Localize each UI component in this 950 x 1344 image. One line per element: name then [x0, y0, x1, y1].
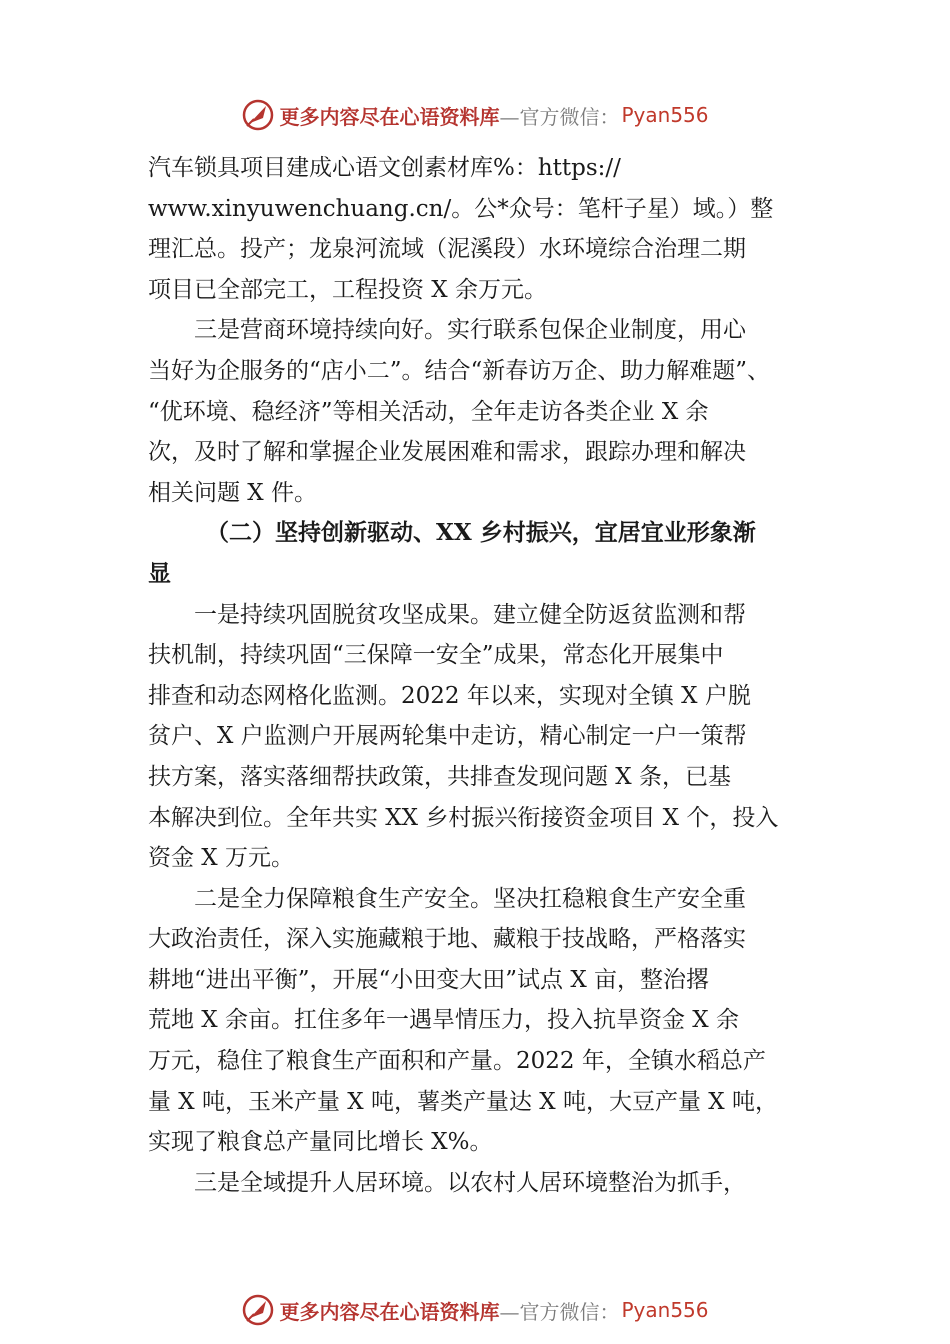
text-line: 三是营商环境持续向好。实行联系包保企业制度，用心 — [194, 317, 746, 344]
footer-watermark — [0, 1290, 950, 1330]
banner-wechat-id: Pyan556 — [621, 1298, 709, 1322]
text-line: 项目已全部完工，工程投资 X 余万元。 — [148, 276, 547, 303]
text-line: 资金 X 万元。 — [148, 845, 294, 872]
text-line: 三是全域提升人居环境。以农村人居环境整治为抓手， — [194, 1169, 746, 1196]
text-line: 扶方案，落实落细帮扶政策，共排查发现问题 X 条，已基 — [148, 763, 731, 790]
text-line: 实现了粮食总产量同比增长 X%。 — [148, 1129, 493, 1156]
quill-logo-icon — [241, 98, 275, 132]
quill-logo-icon — [241, 1293, 275, 1327]
banner-brand: 更多内容尽在心语资料库 — [279, 104, 500, 129]
banner-dash: —官方微信： — [499, 104, 620, 129]
text-line: “优环境、稳经济”等相关活动，全年走访各类企业 X 余 — [148, 398, 709, 425]
text-line: 量 X 吨，玉米产量 X 吨，薯类产量达 X 吨，大豆产量 X 吨， — [148, 1088, 778, 1115]
text-line: 相关问题 X 件。 — [148, 479, 317, 506]
text-line: 大政治责任，深入实施藏粮于地、藏粮于技战略，严格落实 — [148, 926, 746, 953]
text-line: 当好为企服务的“店小二”。结合“新春访万企、助力解难题”、 — [148, 357, 771, 384]
text-line: 理汇总。投产；龙泉河流域（泥溪段）水环境综合治理二期 — [148, 236, 746, 263]
text-line: 贫户、X 户监测户开展两轮集中走访，精心制定一户一策帮 — [148, 723, 747, 750]
header-watermark — [0, 95, 950, 135]
section-heading: （二）坚持创新驱动、XX 乡村振兴，宜居宜业形象渐 — [206, 519, 756, 547]
text-line: 一是持续巩固脱贫攻坚成果。建立健全防返贫监测和帮 — [194, 601, 746, 628]
text-line: 万元，稳住了粮食生产面积和产量。2022 年，全镇水稻总产 — [148, 1048, 766, 1075]
text-line: 次，及时了解和掌握企业发展困难和需求，跟踪办理和解决 — [148, 439, 746, 466]
banner-dash: —官方微信： — [499, 1299, 620, 1324]
banner-brand: 更多内容尽在心语资料库 — [279, 1299, 500, 1324]
text-line: www.xinyuwenchuang.cn/。公*众号：笔杆子星）域。）整 — [148, 195, 774, 222]
text-line: 荒地 X 余亩。扛住多年一遇旱情压力，投入抗旱资金 X 余 — [148, 1007, 739, 1034]
text-line: 二是全力保障粮食生产安全。坚决扛稳粮食生产安全重 — [194, 885, 746, 912]
text-line: 排查和动态网格化监测。2022 年以来，实现对全镇 X 户脱 — [148, 682, 751, 709]
text-line: 汽车锁具项目建成心语文创素材库%：https:// — [148, 155, 621, 181]
text-line: 本解决到位。全年共实 XX 乡村振兴衔接资金项目 X 个，投入 — [148, 804, 779, 831]
banner-wechat-id: Pyan556 — [621, 103, 709, 127]
document-body — [148, 148, 808, 1203]
text-line: 耕地“进出平衡”，开展“小田变大田”试点 X 亩，整治撂 — [148, 966, 710, 993]
section-heading-tail: 显 — [148, 559, 171, 587]
text-line: 扶机制，持续巩固“三保障一安全”成果，常态化开展集中 — [148, 642, 724, 669]
